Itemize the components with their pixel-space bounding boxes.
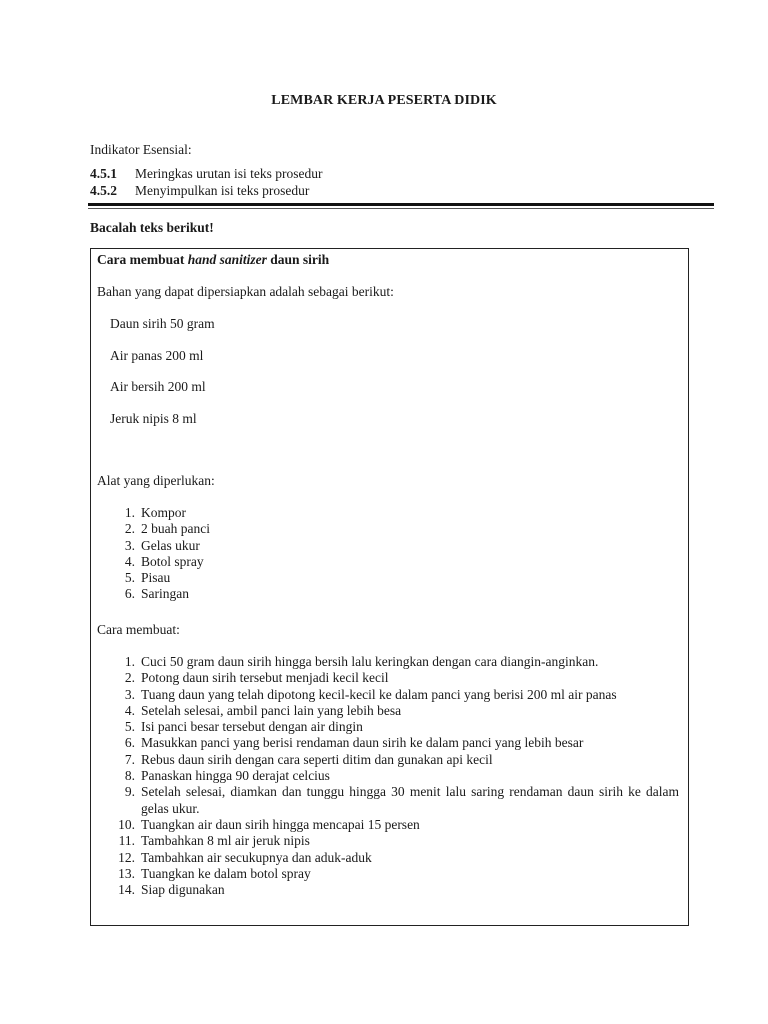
list-text: Panaskan hingga 90 derajat celcius bbox=[141, 768, 330, 784]
list-number: 1. bbox=[124, 505, 135, 520]
indikator-code: 4.5.1 bbox=[90, 166, 117, 181]
list-number: 2. bbox=[124, 521, 135, 537]
list-number: 1. bbox=[124, 654, 135, 669]
indikator-row bbox=[90, 183, 309, 199]
list-text: Setelah selesai, diamkan dan tunggu hingga 30 menit lalu saring rendaman daun sirih ke dalam gelas ukur. bbox=[141, 784, 679, 816]
cara-intro: Cara membuat: bbox=[97, 622, 180, 637]
list-number: 14. bbox=[118, 882, 135, 898]
list-text: Tuang daun yang telah dipotong kecil-kecil ke dalam panci yang berisi 200 ml air panas bbox=[141, 686, 617, 702]
procedure-text-box bbox=[90, 248, 689, 926]
list-text: Siap digunakan bbox=[141, 882, 225, 898]
list-item bbox=[97, 752, 679, 768]
list-item bbox=[97, 784, 679, 817]
procedure-title-italic: hand sanitizer bbox=[187, 252, 267, 267]
bahan-item: Air panas 200 ml bbox=[110, 348, 204, 363]
list-number: 7. bbox=[124, 751, 135, 767]
list-item bbox=[97, 538, 210, 554]
indikator-label: Indikator Esensial: bbox=[90, 142, 192, 157]
list-text: Setelah selesai, ambil panci lain yang lebih besa bbox=[141, 702, 402, 718]
list-number: 9. bbox=[124, 784, 135, 800]
list-text: Cuci 50 gram daun sirih hingga bersih lalu keringkan dengan cara diangin-anginkan. bbox=[141, 654, 599, 669]
list-number: 12. bbox=[118, 849, 135, 865]
indikator-text: Meringkas urutan isi teks prosedur bbox=[135, 166, 323, 181]
section-divider-thin bbox=[88, 208, 714, 209]
list-item bbox=[97, 687, 679, 703]
section-divider bbox=[88, 203, 714, 206]
list-item bbox=[97, 833, 679, 849]
list-number: 13. bbox=[118, 865, 135, 881]
indikator-row bbox=[90, 166, 322, 182]
list-text: Potong daun sirih tersebut menjadi kecil kecil bbox=[141, 670, 389, 686]
list-number: 4. bbox=[124, 553, 135, 569]
list-number: 2. bbox=[124, 670, 135, 686]
bahan-intro: Bahan yang dapat dipersiapkan adalah sebagai berikut: bbox=[97, 284, 394, 299]
page-title: LEMBAR KERJA PESERTA DIDIK bbox=[271, 93, 497, 108]
list-item bbox=[97, 670, 679, 686]
list-number: 8. bbox=[124, 768, 135, 784]
list-item bbox=[97, 850, 679, 866]
list-item bbox=[97, 882, 679, 898]
list-number: 3. bbox=[124, 537, 135, 553]
list-item bbox=[97, 505, 210, 521]
list-text: Kompor bbox=[141, 505, 186, 520]
list-number: 10. bbox=[118, 816, 135, 832]
list-item bbox=[97, 554, 210, 570]
list-text: Tuangkan air daun sirih hingga mencapai 15 persen bbox=[141, 816, 420, 832]
bahan-item: Jeruk nipis 8 ml bbox=[110, 411, 197, 426]
list-text: Saringan bbox=[141, 586, 189, 602]
list-item bbox=[97, 817, 679, 833]
indikator-code: 4.5.2 bbox=[90, 183, 117, 198]
list-item bbox=[97, 586, 210, 602]
list-number: 6. bbox=[124, 735, 135, 751]
list-text: Tuangkan ke dalam botol spray bbox=[141, 865, 311, 881]
list-text: Pisau bbox=[141, 570, 171, 586]
instruction-text: Bacalah teks berikut! bbox=[90, 220, 214, 235]
bahan-item: Air bersih 200 ml bbox=[110, 379, 206, 394]
list-item bbox=[97, 703, 679, 719]
list-text: Tambahkan air secukupnya dan aduk-aduk bbox=[141, 849, 372, 865]
bahan-item: Daun sirih 50 gram bbox=[110, 316, 215, 331]
list-item bbox=[97, 768, 679, 784]
list-item bbox=[97, 570, 210, 586]
list-text: Gelas ukur bbox=[141, 537, 200, 553]
list-number: 5. bbox=[124, 719, 135, 735]
list-number: 11. bbox=[118, 833, 135, 849]
list-item bbox=[97, 719, 679, 735]
list-text: Masukkan panci yang berisi rendaman daun sirih ke dalam panci yang lebih besar bbox=[141, 735, 584, 751]
list-item bbox=[97, 866, 679, 882]
procedure-title bbox=[97, 252, 329, 268]
procedure-title-suffix: daun sirih bbox=[266, 252, 330, 267]
list-number: 4. bbox=[124, 702, 135, 718]
list-number: 5. bbox=[124, 570, 135, 586]
list-text: Isi panci besar tersebut dengan air dingin bbox=[141, 719, 363, 735]
list-text: Tambahkan 8 ml air jeruk nipis bbox=[141, 833, 310, 849]
list-item bbox=[97, 521, 210, 537]
list-item bbox=[97, 654, 679, 670]
cara-list bbox=[97, 654, 679, 898]
list-text: Botol spray bbox=[141, 553, 204, 569]
alat-list bbox=[97, 505, 210, 603]
list-text: Rebus daun sirih dengan cara seperti ditim dan gunakan api kecil bbox=[141, 751, 493, 767]
list-number: 3. bbox=[124, 686, 135, 702]
list-text: 2 buah panci bbox=[141, 521, 210, 537]
list-item bbox=[97, 735, 679, 751]
indikator-text: Menyimpulkan isi teks prosedur bbox=[135, 183, 310, 198]
alat-intro: Alat yang diperlukan: bbox=[97, 473, 215, 488]
procedure-title-prefix: Cara membuat bbox=[97, 252, 188, 267]
list-number: 6. bbox=[124, 586, 135, 602]
